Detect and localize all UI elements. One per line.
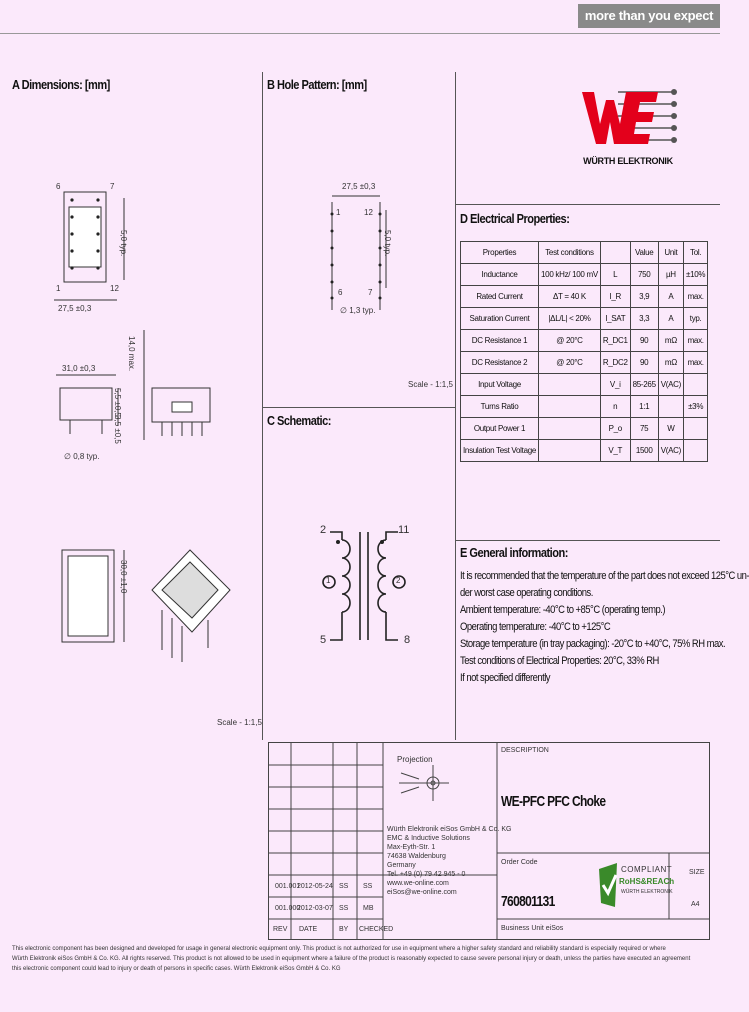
- hole-diameter-label: ∅ 1,3 typ.: [340, 306, 376, 315]
- table-row: [461, 264, 708, 286]
- table-row: [461, 440, 708, 462]
- dim-body-h-label: 14,0 max.: [127, 336, 136, 372]
- company-line: 74638 Waldenburg: [387, 853, 446, 860]
- company-line: Germany: [387, 862, 416, 869]
- table-row: [461, 286, 708, 308]
- general-info-line: Storage temperature (in tray packaging): -20°C to +40°C, 75% RH max.: [460, 638, 726, 650]
- table-header-cell: Tol.: [684, 242, 708, 264]
- table-cell: 1:1: [630, 396, 658, 418]
- checkmark-icon: [595, 861, 621, 911]
- by-header: BY: [339, 926, 349, 933]
- company-line: Max-Eyth-Str. 1: [387, 844, 436, 851]
- dim-pin6-label: 6: [56, 182, 61, 191]
- hole-pattern-drawing: [320, 180, 453, 400]
- table-cell: R_DC1: [600, 330, 630, 352]
- checked-header: CHECKED: [359, 926, 394, 933]
- size-label: SIZE: [689, 869, 705, 876]
- table-cell: L: [600, 264, 630, 286]
- dim-pin12-label: 12: [110, 284, 119, 293]
- table-cell: ΔT = 40 K: [539, 286, 601, 308]
- schematic-winding2: 2: [396, 576, 401, 585]
- size-value: A4: [691, 901, 700, 908]
- table-cell: Output Power 1: [461, 418, 539, 440]
- date-header: DATE: [299, 926, 318, 933]
- schematic-pin8: 8: [404, 634, 411, 646]
- company-line: EMC & Inductive Solutions: [387, 835, 470, 842]
- dim-side-w-label: 30,0 ±1,0: [119, 560, 128, 594]
- hole-pin6-label: 6: [338, 288, 343, 297]
- schematic-pin11: 11: [398, 524, 410, 536]
- table-cell: I_R: [600, 286, 630, 308]
- logo-brand-text: WÜRTH ELEKTRONIK: [583, 156, 673, 166]
- table-cell: Rated Current: [461, 286, 539, 308]
- schematic-pin5: 5: [320, 634, 327, 646]
- table-cell: Inductance: [461, 264, 539, 286]
- divider-logo-d: [455, 204, 720, 205]
- general-info-line: Operating temperature: -40°C to +125°C: [460, 621, 611, 633]
- divider-b-d: [455, 72, 456, 740]
- rev-date-2: 2012-03-07: [297, 905, 333, 912]
- business-unit: Business Unit eiSos: [501, 925, 564, 932]
- table-cell: W: [658, 418, 683, 440]
- hole-width-label: 27,5 ±0,3: [342, 182, 376, 191]
- table-cell: [539, 440, 601, 462]
- table-cell: |ΔL/L| < 20%: [539, 308, 601, 330]
- hole-pin7-label: 7: [368, 288, 373, 297]
- slogan-banner: more than you expect: [578, 4, 720, 28]
- table-cell: [658, 396, 683, 418]
- schematic-diagram: [310, 520, 420, 655]
- dim-width-label: 27,5 ±0,3: [58, 304, 92, 313]
- table-row: [461, 374, 708, 396]
- table-header-cell: Value: [630, 242, 658, 264]
- table-cell: V(AC): [658, 440, 683, 462]
- table-cell: Turns Ratio: [461, 396, 539, 418]
- section-e-title: E General information:: [460, 545, 568, 560]
- footer-disclaimer: [12, 944, 712, 984]
- table-cell: 90: [630, 352, 658, 374]
- table-cell: DC Resistance 1: [461, 330, 539, 352]
- rev-date-1: 2012-05-24: [297, 883, 333, 890]
- table-cell: V_T: [600, 440, 630, 462]
- table-cell: max.: [684, 330, 708, 352]
- table-cell: @ 20°C: [539, 352, 601, 374]
- company-line: Tel. +49 (0) 79 42 945 - 0: [387, 871, 466, 878]
- dimensions-drawing: [12, 170, 262, 730]
- table-header-cell: Unit: [658, 242, 683, 264]
- general-info-line: If not specified differently: [460, 672, 551, 684]
- description-value: WE-PFC PFC Choke: [501, 793, 606, 810]
- company-line: Würth Elektronik eiSos GmbH & Co. KG: [387, 826, 512, 833]
- rohs-brand-text: WÜRTH ELEKTRONIK: [621, 889, 673, 895]
- table-row: [461, 352, 708, 374]
- table-cell: R_DC2: [600, 352, 630, 374]
- order-code-label: Order Code: [501, 859, 538, 866]
- table-header-cell: Properties: [461, 242, 539, 264]
- dim-pitch-label: 5,0 typ.: [119, 230, 128, 257]
- table-cell: P_o: [600, 418, 630, 440]
- table-row: [461, 330, 708, 352]
- table-row: [461, 418, 708, 440]
- table-cell: [539, 418, 601, 440]
- rev-number-2: 001.000: [275, 905, 301, 912]
- company-line: eiSos@we-online.com: [387, 889, 457, 896]
- dim-pin-dia-label: ∅ 0,8 typ.: [64, 452, 100, 461]
- table-cell: Insulation Test Voltage: [461, 440, 539, 462]
- table-cell: ±10%: [684, 264, 708, 286]
- rohs-text: RoHS&REACh: [619, 877, 675, 886]
- wurth-logo: [578, 84, 678, 169]
- electrical-properties-table: [460, 241, 708, 462]
- general-info-line: der worst case operating conditions.: [460, 587, 593, 599]
- general-info-line: Test conditions of Electrical Properties: 20°C, 33% RH: [460, 655, 659, 667]
- projection-label: Projection: [397, 755, 433, 764]
- table-cell: mΩ: [658, 352, 683, 374]
- table-cell: 1500: [630, 440, 658, 462]
- footer-line: Würth Elektronik eiSos GmbH & Co. KG. All rights reserved. This product is not allowed to be used in equipment where a failure of the product is reasonably expected to cause severe personal injury or death, unless the parties have executed an agreement: [12, 956, 691, 962]
- footer-line: This electronic component has been designed and developed for usage in general electronic equipment only. This product is not authorized for use in equipment where a higher safety standard and reliability standard is especially required or where: [12, 946, 666, 952]
- order-code-value: 760801131: [501, 893, 555, 910]
- rev-checked-2: MB: [363, 905, 374, 912]
- table-cell: 85-265: [630, 374, 658, 396]
- table-header-cell: [600, 242, 630, 264]
- title-block: [268, 742, 710, 940]
- rev-checked-1: SS: [363, 883, 373, 890]
- table-cell: [539, 396, 601, 418]
- section-a-title: A Dimensions: [mm]: [12, 77, 110, 92]
- divider-a-b: [262, 72, 263, 740]
- table-cell: typ.: [684, 308, 708, 330]
- footer-line: this electronic component could lead to injury or death of persons in specific cases. Würth Elektronik eiSos GmbH & Co. KG: [12, 966, 341, 972]
- header-rule: [0, 33, 720, 34]
- rev-by-1: SS: [339, 883, 349, 890]
- table-cell: 90: [630, 330, 658, 352]
- general-info-line: It is recommended that the temperature of the part does not exceed 125°C un-: [460, 570, 749, 582]
- hole-pin12-label: 12: [364, 208, 373, 217]
- general-info-line: Ambient temperature: -40°C to +85°C (operating temp.): [460, 604, 666, 616]
- table-cell: 3,3: [630, 308, 658, 330]
- table-cell: ±3%: [684, 396, 708, 418]
- table-cell: 100 kHz/ 100 mV: [539, 264, 601, 286]
- table-cell: A: [658, 308, 683, 330]
- dim-pin1-label: 1: [56, 284, 61, 293]
- divider-b-c: [262, 407, 455, 408]
- table-cell: DC Resistance 2: [461, 352, 539, 374]
- table-cell: Input Voltage: [461, 374, 539, 396]
- rev-number-1: 001.001: [275, 883, 301, 890]
- we-logo-icon: [578, 84, 678, 154]
- hole-pin1-label: 1: [336, 208, 341, 217]
- hole-scale-label: Scale - 1:1,5: [408, 380, 453, 389]
- dim-scale-label: Scale - 1:1,5: [217, 718, 262, 727]
- table-cell: @ 20°C: [539, 330, 601, 352]
- table-cell: [684, 374, 708, 396]
- section-c-title: C Schematic:: [267, 413, 331, 428]
- table-cell: mΩ: [658, 330, 683, 352]
- description-label: DESCRIPTION: [501, 747, 549, 754]
- dim-height-total-label: 31,0 ±0,3: [62, 364, 96, 373]
- table-cell: V_i: [600, 374, 630, 396]
- hole-pitch-label: 5,0 typ.: [383, 230, 392, 257]
- table-cell: A: [658, 286, 683, 308]
- divider-d-e: [455, 540, 720, 541]
- table-cell: [539, 374, 601, 396]
- table-cell: µH: [658, 264, 683, 286]
- table-cell: Saturation Current: [461, 308, 539, 330]
- table-cell: [684, 440, 708, 462]
- schematic-winding1: 1: [326, 576, 331, 585]
- dim-pinlen-label: 3,5 ±0,5: [113, 415, 122, 444]
- table-cell: 750: [630, 264, 658, 286]
- compliant-text: COMPLIANT: [621, 865, 673, 874]
- table-row: [461, 308, 708, 330]
- rev-by-2: SS: [339, 905, 349, 912]
- table-header-cell: Test conditions: [539, 242, 601, 264]
- dim-pin7-label: 7: [110, 182, 115, 191]
- dimension-drawing-lines: [12, 170, 257, 730]
- table-cell: V(AC): [658, 374, 683, 396]
- rohs-reach-badge: [595, 861, 675, 911]
- company-line: www.we-online.com: [387, 880, 449, 887]
- section-b-title: B Hole Pattern: [mm]: [267, 77, 367, 92]
- general-information-list: [460, 568, 749, 687]
- company-address: [387, 825, 511, 897]
- rev-header: REV: [273, 926, 288, 933]
- schematic-pin2: 2: [320, 524, 327, 536]
- table-cell: 3,9: [630, 286, 658, 308]
- table-cell: max.: [684, 286, 708, 308]
- table-cell: n: [600, 396, 630, 418]
- dim-standoff-label: 5,5 ±0,5: [113, 388, 122, 417]
- table-cell: max.: [684, 352, 708, 374]
- table-header-row: [461, 242, 708, 264]
- table-row: [461, 396, 708, 418]
- table-cell: I_SAT: [600, 308, 630, 330]
- table-cell: [684, 418, 708, 440]
- table-cell: 75: [630, 418, 658, 440]
- section-d-title: D Electrical Properties:: [460, 211, 570, 226]
